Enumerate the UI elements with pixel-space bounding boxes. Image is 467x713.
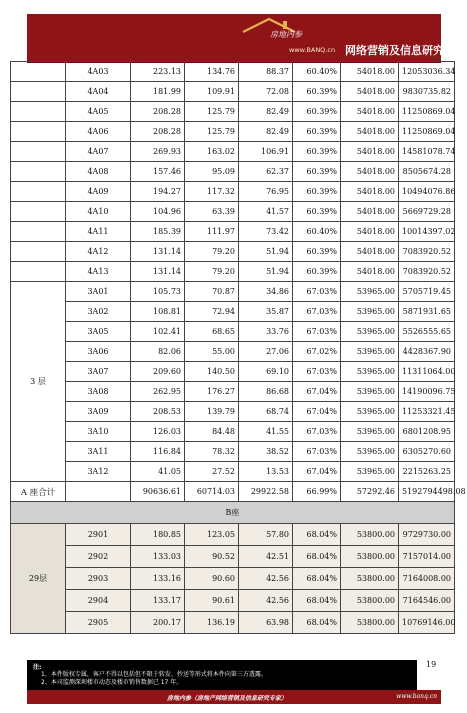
pct-cell: 60.40%	[293, 62, 341, 82]
price-cell: 53965.00	[341, 462, 399, 482]
note-line: 1、本件版权专属，客户不得以包括但不限于转发、抄送等形式将本件向第三方透露。	[41, 671, 267, 678]
total-cell: 7083920.52	[399, 262, 455, 282]
v1-cell: 208.53	[131, 402, 185, 422]
table-row	[11, 612, 455, 634]
v2-cell: 125.79	[185, 122, 239, 142]
room-number-cell: 3A05	[66, 322, 131, 342]
v3-cell: 41.57	[239, 202, 293, 222]
room-number-cell: 4A10	[66, 202, 131, 222]
price-cell: 54018.00	[341, 242, 399, 262]
page-number: 19	[426, 660, 437, 669]
pct-cell: 66.99%	[293, 482, 341, 502]
notes-title: 注:	[33, 664, 42, 671]
price-cell: 54018.00	[341, 262, 399, 282]
floor-cell	[11, 142, 66, 162]
pct-cell: 60.39%	[293, 162, 341, 182]
pct-cell: 60.39%	[293, 182, 341, 202]
v1-cell: 108.81	[131, 302, 185, 322]
total-cell: 12053036.34	[399, 62, 455, 82]
floor-label-cell: 3 层	[11, 282, 66, 482]
table-row	[11, 302, 455, 322]
v1-cell: 262.95	[131, 382, 185, 402]
pct-cell: 67.04%	[293, 382, 341, 402]
price-cell: 53965.00	[341, 342, 399, 362]
total-cell: 7164008.00	[399, 568, 455, 590]
room-number-cell: 2905	[66, 612, 131, 634]
table-row	[11, 162, 455, 182]
v2-cell: 125.79	[185, 102, 239, 122]
table-row	[11, 82, 455, 102]
price-cell: 53800.00	[341, 546, 399, 568]
v3-cell: 42.51	[239, 546, 293, 568]
total-cell: 5669729.28	[399, 202, 455, 222]
v3-cell: 38.52	[239, 442, 293, 462]
room-number-cell: 3A11	[66, 442, 131, 462]
table-row	[11, 102, 455, 122]
pct-cell: 60.39%	[293, 102, 341, 122]
pct-cell: 60.39%	[293, 262, 341, 282]
price-cell: 53800.00	[341, 612, 399, 634]
table-row	[11, 546, 455, 568]
floor-cell	[11, 182, 66, 202]
v2-cell: 90.52	[185, 546, 239, 568]
pct-cell: 60.39%	[293, 202, 341, 222]
total-cell: 5871931.65	[399, 302, 455, 322]
v2-cell: 140.50	[185, 362, 239, 382]
total-cell: 6801208.95	[399, 422, 455, 442]
pct-cell: 67.04%	[293, 402, 341, 422]
v2-cell: 134.76	[185, 62, 239, 82]
price-cell: 54018.00	[341, 202, 399, 222]
total-label-cell: A 座合计	[11, 482, 66, 502]
pct-cell: 60.40%	[293, 222, 341, 242]
table-row	[11, 402, 455, 422]
pct-cell: 68.04%	[293, 568, 341, 590]
table-row	[11, 222, 455, 242]
price-cell: 53965.00	[341, 442, 399, 462]
pct-cell: 68.04%	[293, 612, 341, 634]
v3-cell: 69.10	[239, 362, 293, 382]
pct-cell: 60.39%	[293, 142, 341, 162]
floor-cell	[11, 162, 66, 182]
pct-cell: 67.03%	[293, 362, 341, 382]
pct-cell: 67.03%	[293, 322, 341, 342]
note-line: 2、本司监测深圳楼市动态及楼市销售数据已 17 年。	[41, 679, 183, 686]
v1-cell: 194.27	[131, 182, 185, 202]
v2-cell: 111.97	[185, 222, 239, 242]
price-cell: 53800.00	[341, 524, 399, 546]
v2-cell: 90.61	[185, 590, 239, 612]
table-row	[11, 202, 455, 222]
v2-cell: 95.09	[185, 162, 239, 182]
room-number-cell: 3A07	[66, 362, 131, 382]
table-row	[11, 262, 455, 282]
total-cell: 5526555.65	[399, 322, 455, 342]
table-row	[11, 282, 455, 302]
v1-cell: 105.73	[131, 282, 185, 302]
table-row	[11, 362, 455, 382]
v1-cell: 116.84	[131, 442, 185, 462]
floor-cell	[11, 222, 66, 242]
pct-cell: 60.39%	[293, 242, 341, 262]
v1-cell: 157.46	[131, 162, 185, 182]
v1-cell: 104.96	[131, 202, 185, 222]
brand-slogan: 网络营销及信息研究专家	[345, 44, 466, 57]
v1-cell: 102.41	[131, 322, 185, 342]
table-row	[11, 142, 455, 162]
total-cell: 6305270.60	[399, 442, 455, 462]
price-cell: 54018.00	[341, 102, 399, 122]
footer-bar	[27, 690, 441, 704]
total-cell: 11250869.04	[399, 122, 455, 142]
price-cell: 54018.00	[341, 62, 399, 82]
pct-cell: 67.03%	[293, 282, 341, 302]
v1-cell: 208.28	[131, 122, 185, 142]
total-cell: 7164546.00	[399, 590, 455, 612]
v2-cell: 70.87	[185, 282, 239, 302]
pct-cell: 68.04%	[293, 546, 341, 568]
table-row	[11, 322, 455, 342]
v3-cell: 57.80	[239, 524, 293, 546]
room-number-cell: 2904	[66, 590, 131, 612]
footer-url: www.banq.cn	[396, 693, 437, 700]
v1-cell: 82.06	[131, 342, 185, 362]
pct-cell: 67.03%	[293, 442, 341, 462]
price-cell: 53800.00	[341, 568, 399, 590]
room-number-cell: 4A04	[66, 82, 131, 102]
v2-cell: 139.79	[185, 402, 239, 422]
v1-cell: 180.85	[131, 524, 185, 546]
table-row	[11, 462, 455, 482]
price-cell: 54018.00	[341, 82, 399, 102]
v3-cell: 82.49	[239, 122, 293, 142]
v3-cell: 42.56	[239, 568, 293, 590]
total-cell: 14190096.75	[399, 382, 455, 402]
room-number-cell: 3A09	[66, 402, 131, 422]
pct-cell: 67.03%	[293, 302, 341, 322]
v3-cell: 27.06	[239, 342, 293, 362]
table-row	[11, 122, 455, 142]
room-number-cell: 3A10	[66, 422, 131, 442]
room-number-cell: 4A06	[66, 122, 131, 142]
table-row	[11, 242, 455, 262]
room-number-cell: 4A13	[66, 262, 131, 282]
v3-cell: 72.08	[239, 82, 293, 102]
room-number-cell: 3A12	[66, 462, 131, 482]
v2-cell: 123.05	[185, 524, 239, 546]
logo-url: www.BANQ.cn	[289, 46, 336, 54]
logo-text: 房地内参	[270, 30, 302, 39]
table-row	[11, 182, 455, 202]
v1-cell: 131.14	[131, 242, 185, 262]
room-number-cell: 3A01	[66, 282, 131, 302]
room-number-cell: 4A09	[66, 182, 131, 202]
room-number-cell: 2903	[66, 568, 131, 590]
v3-cell: 51.94	[239, 262, 293, 282]
table-row	[11, 62, 455, 82]
total-cell: 7083920.52	[399, 242, 455, 262]
table-row	[11, 342, 455, 362]
price-cell: 53965.00	[341, 302, 399, 322]
price-cell: 53965.00	[341, 362, 399, 382]
v3-cell: 82.49	[239, 102, 293, 122]
v2-cell: 79.20	[185, 262, 239, 282]
room-number-cell: 3A06	[66, 342, 131, 362]
price-cell: 53965.00	[341, 282, 399, 302]
floor-cell	[11, 62, 66, 82]
v3-cell: 76.95	[239, 182, 293, 202]
v1-cell: 185.39	[131, 222, 185, 242]
room-number-cell: 4A11	[66, 222, 131, 242]
floor-cell	[11, 202, 66, 222]
total-cell: 10014397.02	[399, 222, 455, 242]
v2-cell: 55.00	[185, 342, 239, 362]
v3-cell: 63.98	[239, 612, 293, 634]
v1-cell: 133.17	[131, 590, 185, 612]
room-number-cell: 3A08	[66, 382, 131, 402]
v3-cell: 68.74	[239, 402, 293, 422]
v3-cell: 35.87	[239, 302, 293, 322]
v2-cell: 136.19	[185, 612, 239, 634]
total-cell: 5705719.45	[399, 282, 455, 302]
v2-cell: 72.94	[185, 302, 239, 322]
v2-cell: 117.32	[185, 182, 239, 202]
room-number-cell: 4A12	[66, 242, 131, 262]
floor-label-cell: 29层	[11, 524, 66, 634]
room-number-cell: 4A05	[66, 102, 131, 122]
v1-cell: 269.93	[131, 142, 185, 162]
v2-cell: 163.02	[185, 142, 239, 162]
v2-cell: 176.27	[185, 382, 239, 402]
v1-cell: 133.16	[131, 568, 185, 590]
v1-cell: 126.03	[131, 422, 185, 442]
v2-cell: 63.39	[185, 202, 239, 222]
total-cell: 11253321.45	[399, 402, 455, 422]
price-cell: 53965.00	[341, 422, 399, 442]
v3-cell: 41.55	[239, 422, 293, 442]
v2-cell: 60714.03	[185, 482, 239, 502]
v3-cell: 86.68	[239, 382, 293, 402]
total-cell: 11250869.04	[399, 102, 455, 122]
section-header-cell: B座	[11, 502, 455, 524]
room-number-cell: 2902	[66, 546, 131, 568]
price-cell: 53965.00	[341, 382, 399, 402]
v2-cell: 90.60	[185, 568, 239, 590]
v3-cell: 34.86	[239, 282, 293, 302]
floor-cell	[11, 242, 66, 262]
room-number-cell: 4A08	[66, 162, 131, 182]
total-cell: 10494076.86	[399, 182, 455, 202]
v1-cell: 209.60	[131, 362, 185, 382]
total-cell: 14581078.74	[399, 142, 455, 162]
room-number-cell: 3A02	[66, 302, 131, 322]
table-row	[11, 442, 455, 462]
price-cell: 54018.00	[341, 222, 399, 242]
room-number-cell: 4A03	[66, 62, 131, 82]
floor-cell	[11, 122, 66, 142]
price-cell: 54018.00	[341, 142, 399, 162]
price-table	[10, 61, 466, 634]
v2-cell: 84.48	[185, 422, 239, 442]
v1-cell: 41.05	[131, 462, 185, 482]
price-cell: 57292.46	[341, 482, 399, 502]
price-table-body	[11, 62, 466, 634]
floor-cell	[11, 262, 66, 282]
total-cell: 11311064.00	[399, 362, 455, 382]
price-cell: 54018.00	[341, 162, 399, 182]
pct-cell: 67.03%	[293, 422, 341, 442]
table-row	[11, 422, 455, 442]
table-row	[11, 382, 455, 402]
total-cell: 8505674.28	[399, 162, 455, 182]
total-cell: 2215263.25	[399, 462, 455, 482]
v2-cell: 27.52	[185, 462, 239, 482]
v2-cell: 78.32	[185, 442, 239, 462]
v3-cell: 73.42	[239, 222, 293, 242]
floor-cell	[11, 102, 66, 122]
v1-cell: 90636.61	[131, 482, 185, 502]
total-cell: 10769146.00	[399, 612, 455, 634]
v1-cell: 208.28	[131, 102, 185, 122]
total-cell: 7157014.00	[399, 546, 455, 568]
pct-cell: 68.04%	[293, 590, 341, 612]
v2-cell: 109.91	[185, 82, 239, 102]
price-cell: 54018.00	[341, 122, 399, 142]
price-cell: 54018.00	[341, 182, 399, 202]
v2-cell: 79.20	[185, 242, 239, 262]
table-row	[11, 502, 455, 524]
room-number-cell	[66, 482, 131, 502]
pct-cell: 67.02%	[293, 342, 341, 362]
room-number-cell: 4A07	[66, 142, 131, 162]
v1-cell: 181.99	[131, 82, 185, 102]
pct-cell: 68.04%	[293, 524, 341, 546]
total-cell: 4428367.90	[399, 342, 455, 362]
table-row	[11, 568, 455, 590]
table-row	[11, 590, 455, 612]
table-row	[11, 482, 455, 502]
footer-text: 房地内参（房地产网络营销及信息研究专家）	[167, 695, 288, 702]
v1-cell: 131.14	[131, 262, 185, 282]
header-banner	[27, 14, 466, 63]
v1-cell: 133.03	[131, 546, 185, 568]
v3-cell: 13.53	[239, 462, 293, 482]
v3-cell: 88.37	[239, 62, 293, 82]
table-row	[11, 524, 455, 546]
v1-cell: 223.13	[131, 62, 185, 82]
v1-cell: 200.17	[131, 612, 185, 634]
price-cell: 53800.00	[341, 590, 399, 612]
v3-cell: 62.37	[239, 162, 293, 182]
price-cell: 53965.00	[341, 322, 399, 342]
pct-cell: 60.39%	[293, 122, 341, 142]
v3-cell: 106.91	[239, 142, 293, 162]
total-cell: 9729730.00	[399, 524, 455, 546]
room-number-cell: 2901	[66, 524, 131, 546]
total-cell: 5192794498.08	[399, 482, 455, 502]
v3-cell: 29922.58	[239, 482, 293, 502]
pct-cell: 60.39%	[293, 82, 341, 102]
v3-cell: 42.56	[239, 590, 293, 612]
v3-cell: 33.76	[239, 322, 293, 342]
pct-cell: 67.04%	[293, 462, 341, 482]
v2-cell: 68.65	[185, 322, 239, 342]
price-cell: 53965.00	[341, 402, 399, 422]
total-cell: 9830735.82	[399, 82, 455, 102]
v3-cell: 51.94	[239, 242, 293, 262]
floor-cell	[11, 82, 66, 102]
